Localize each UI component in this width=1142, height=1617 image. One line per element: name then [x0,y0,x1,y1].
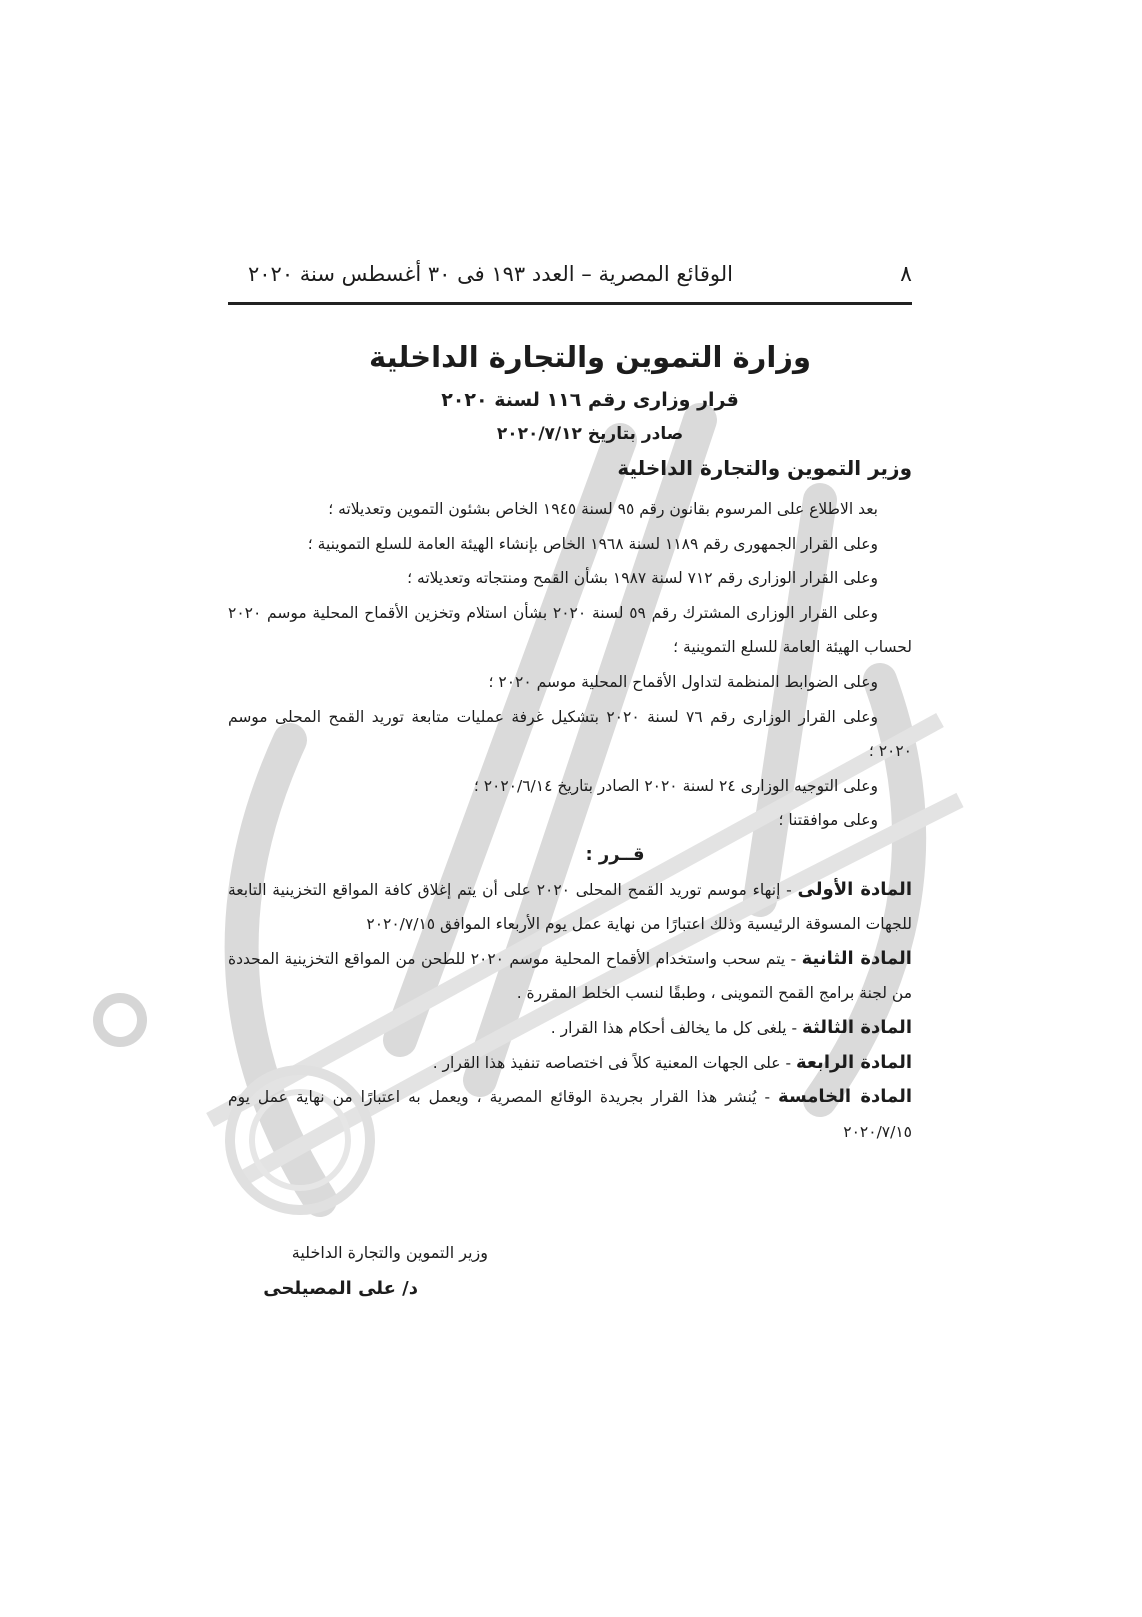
page-header [228,262,912,305]
article-text: - يُنشر هذا القرار بجريدة الوقائع المصرية ، ويعمل به اعتبارًا من نهاية عمل يوم ٢٠٢٠/٧/١٥ [228,1088,912,1141]
ministry-title: وزارة التموين والتجارة الداخلية [368,340,812,374]
article-text: - على الجهات المعنية كلاً فى اختصاصه تنفيذ هذا القرار . [432,1053,796,1072]
minister-heading: وزير التموين والتجارة الداخلية [617,456,912,480]
preamble-paragraph: وعلى القرار الجمهورى رقم ١١٨٩ لسنة ١٩٦٨ الخاص بإنشاء الهيئة العامة للسلع التموينية ؛ [307,534,878,553]
article-text: - إنهاء موسم توريد القمح المحلى ٢٠٢٠ على أن يتم إغلاق كافة المواقع التخزينية التابعة للجهات المسوقة الرئيسية وذلك اعتبارًا من نهاية عمل يوم الأربعاء الموافق ٢٠٢٠/٧/١٥ [228,880,912,934]
article-label: المادة الرابعة [795,1051,912,1073]
signatory-name: د/ على المصيلحى [263,1278,418,1299]
article-label: المادة الأولى [797,878,912,900]
preamble-paragraph: وعلى القرار الوزارى رقم ٧١٢ لسنة ١٩٨٧ بشأن القمح ومنتجاته وتعديلاته ؛ [407,569,878,588]
article [228,1011,912,1046]
article [228,942,912,1011]
preamble-paragraph: وعلى التوجيه الوزارى ٢٤ لسنة ٢٠٢٠ الصادر بتاريخ ٢٠٢٠/٦/١٤ ؛ [473,776,878,795]
issue-date: صادر بتاريخ ٢٠٢٠/٧/١٢ [496,424,684,444]
article-label: المادة الخامسة [778,1086,913,1108]
decree-body [228,492,912,1149]
gazette-issue-line: الوقائع المصرية – العدد ١٩٣ فى ٣٠ أغسطس سنة ٢٠٢٠ [248,262,733,286]
decree-number: قرار وزارى رقم ١١٦ لسنة ٢٠٢٠ [441,389,739,411]
preamble-paragraph: وعلى موافقتنا ؛ [778,811,878,830]
article [228,1046,912,1081]
article-text: - يلغى كل ما يخالف أحكام هذا القرار . [550,1018,803,1037]
preamble-paragraph: بعد الاطلاع على المرسوم بقانون رقم ٩٥ لسنة ١٩٤٥ الخاص بشئون التموين وتعديلاته ؛ [328,500,878,518]
article-label: المادة الثانية [801,947,912,969]
preamble-paragraph: وعلى القرار الوزارى رقم ٧٦ لسنة ٢٠٢٠ بتشكيل غرفة عمليات متابعة توريد القمح المحلى موسم ٢٠٢٠ ؛ [228,707,912,761]
decided-label: قــرر : [585,843,645,865]
article [228,1080,912,1149]
preamble-paragraph: وعلى القرار الوزارى المشترك رقم ٥٩ لسنة ٢٠٢٠ بشأن استلام وتخزين الأقماح المحلية موسم ٢٠٢٠ لحساب الهيئة العامة للسلع التموينية ؛ [228,603,912,657]
article [228,873,912,942]
page-number: ٨ [900,262,912,287]
preamble-paragraph: وعلى الضوابط المنظمة لتداول الأقماح المحلية موسم ٢٠٢٠ ؛ [488,672,878,691]
article-text: - يتم سحب واستخدام الأقماح المحلية موسم ٢٠٢٠ للطحن من المواقع التخزينية المحددة من لجنة برامج القمح التموينى ، وطبقًا لنسب الخلط المقررة . [228,949,912,1003]
signature-block [228,1243,488,1299]
article-label: المادة الثالثة [802,1016,912,1038]
signatory-title: وزير التموين والتجارة الداخلية [291,1243,488,1262]
